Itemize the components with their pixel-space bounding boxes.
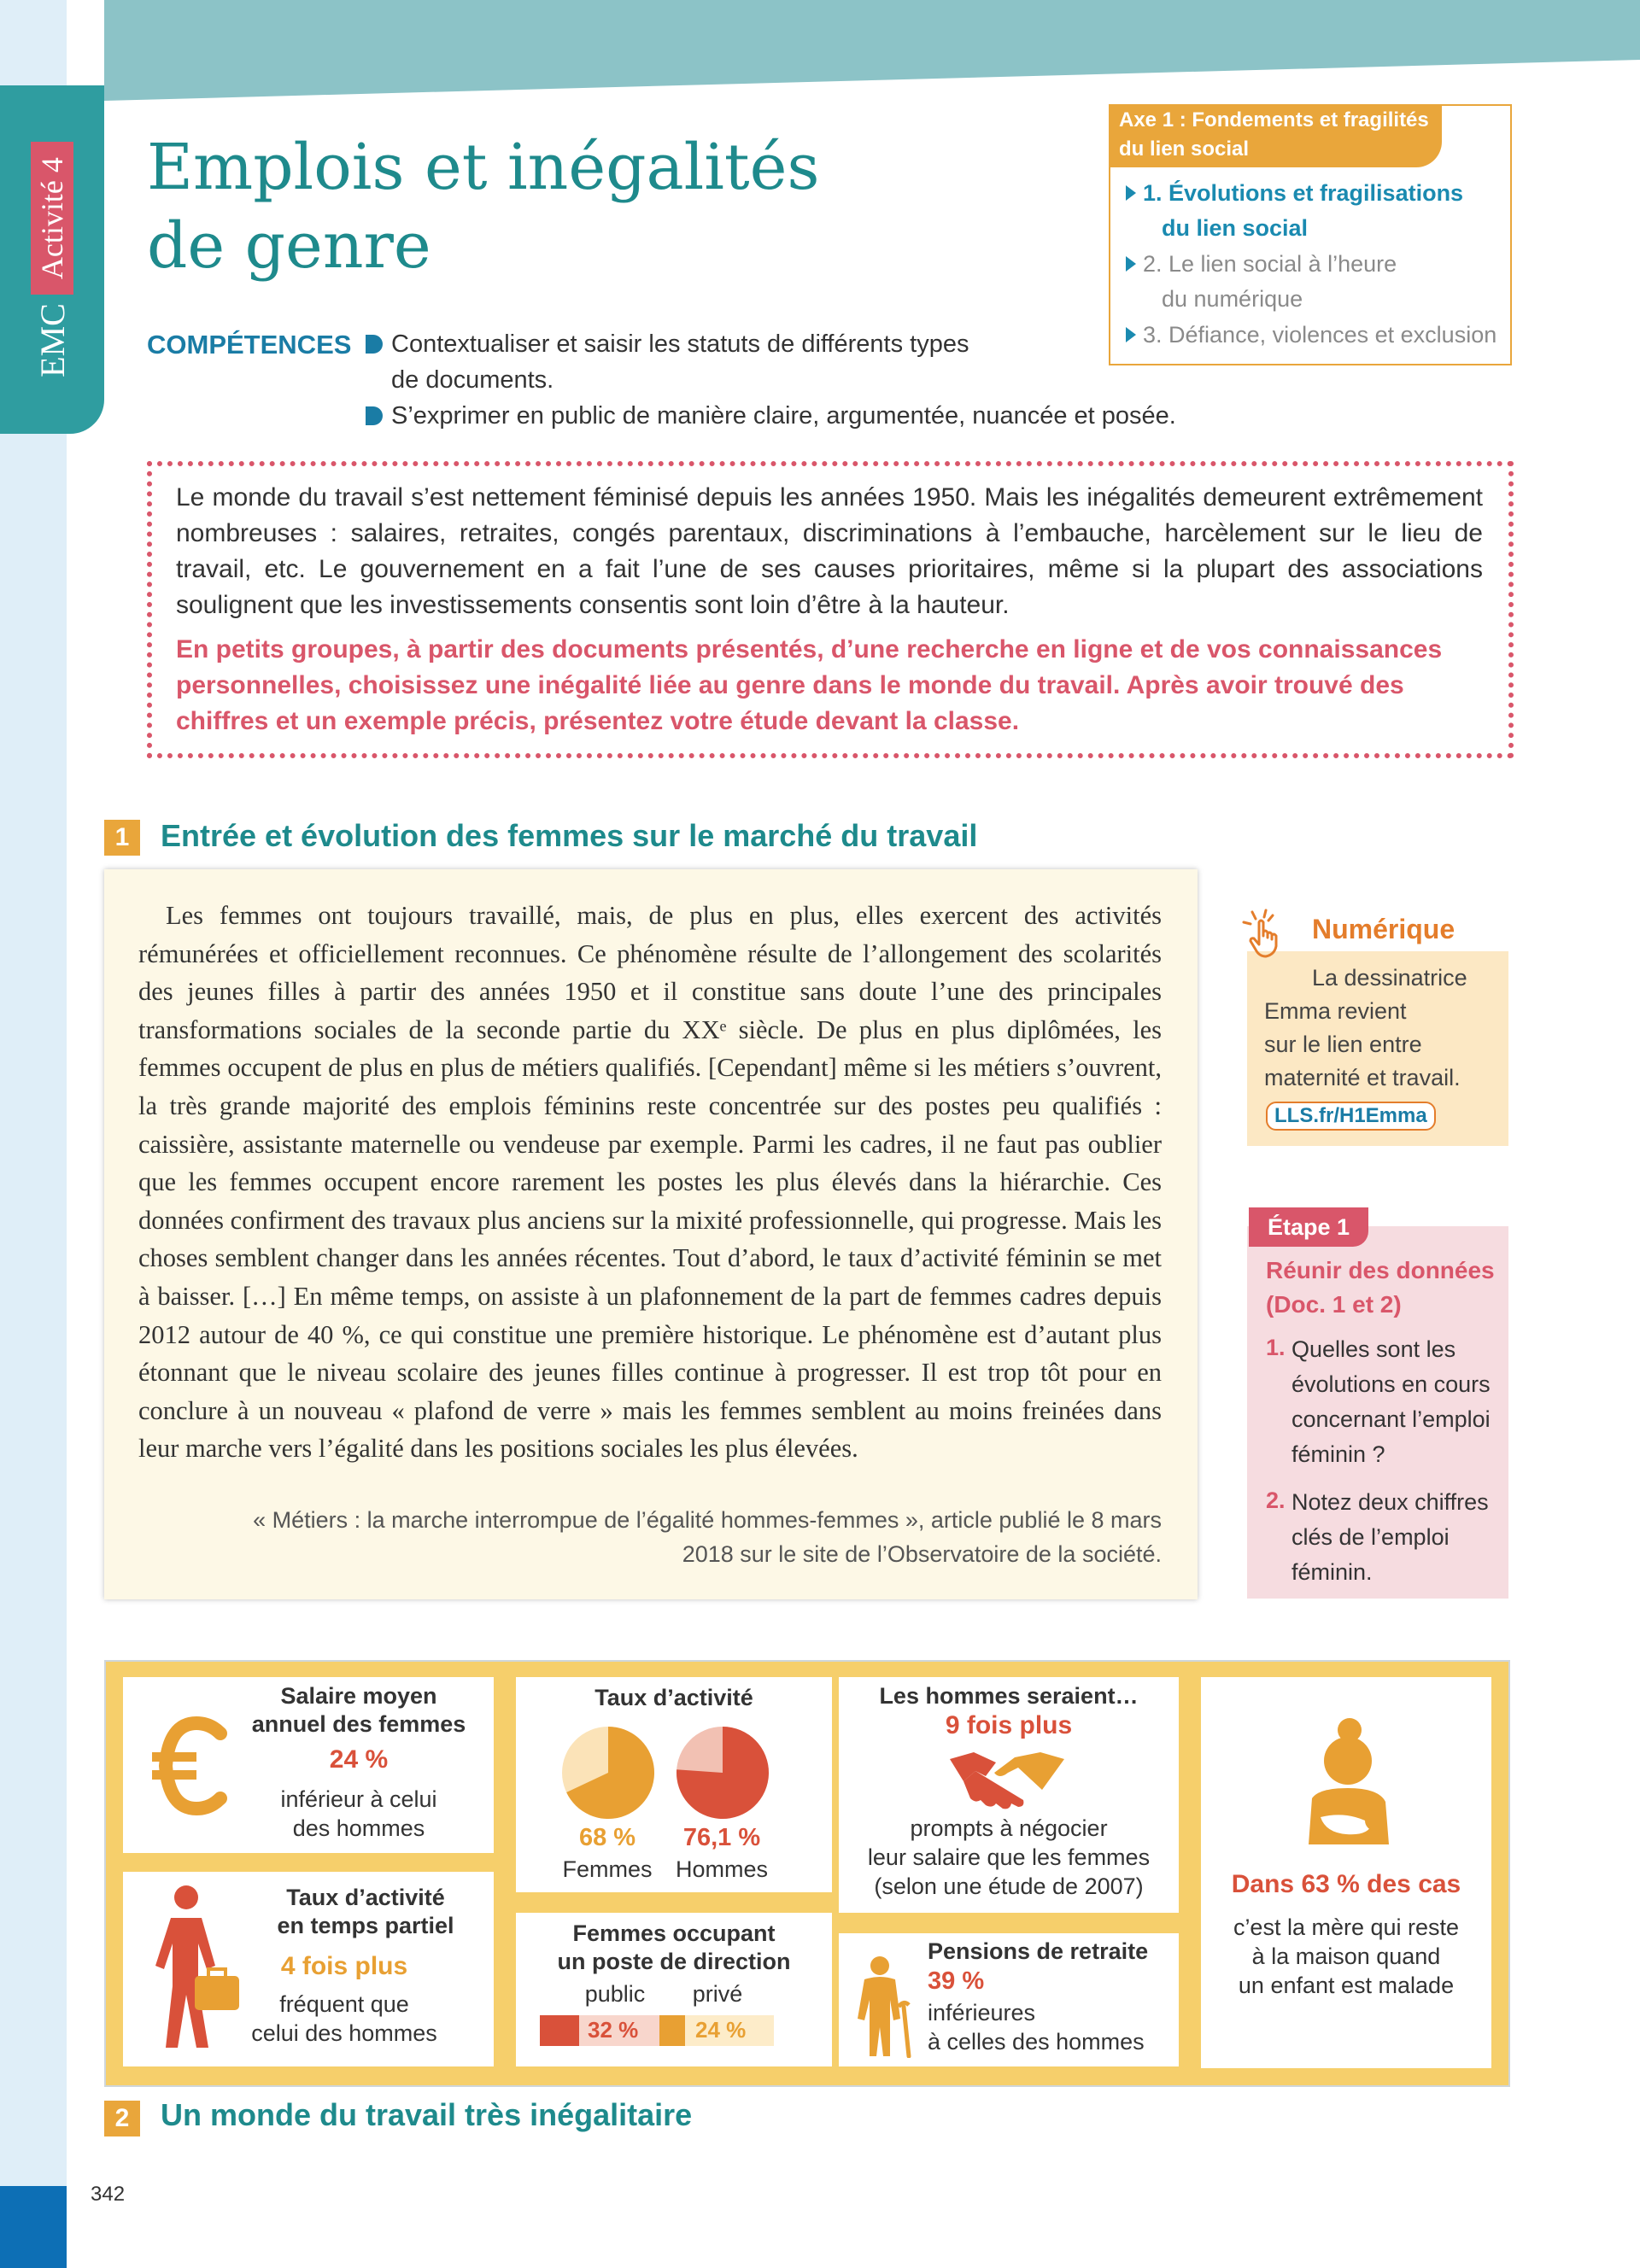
pensions-desc: inférieures à celles des hommes [928,2000,1145,2055]
numerique-text: La dessinatrice Emma revient sur le lien entre maternité et travail. [1264,965,1467,1090]
emc-label: EMC [32,303,72,377]
pensions-value: 39 % [928,1967,985,1995]
pointing-hand-icon [1240,907,1295,962]
axe-item-2[interactable]: 2. Le lien social à l’heure du numérique [1126,247,1502,317]
elderly-person-icon [852,1955,917,2058]
section-2-number: 2 [104,2101,140,2136]
axe-item-1[interactable]: 1. Évolutions et fragilisations du lien social [1126,176,1502,246]
salaire-desc: inférieur à celui des hommes [280,1786,437,1841]
handshake-icon [946,1747,1068,1812]
arrow-right-icon [1126,256,1136,272]
negocier-value: 9 fois plus [945,1711,1073,1739]
partiel-value: 4 fois plus [280,1952,408,1980]
direction-public-label: public [584,1981,646,2007]
negocier-title: Les hommes seraient… [879,1683,1139,1709]
article-text: Les femmes ont toujours travaillé, mais, de plus en plus, elles exercent des activités rémunérées et officiellement reconnues. Ce phénomène résulte de l’allongement des scolarités des jeunes filles à partir des années 1950 et il constitue sans doute l’une des principales transformations sociales de la seconde partie du XXᵉ siècle. De plus en plus diplômées, les femmes occupent de plus en plus de métiers qualifiés. [Cependant] même si les métiers s’ouvrent, la très grande majorité des emplois féminins reste concentrée sur des postes peu qualifiés : caissière, assistante maternelle ou vendeuse par exemple. Parmi les cadres, il ne faut pas oublier que les femmes occupent encore rarement les postes les plus élevés dans la hiérarchie. Ces données confirment des travaux plus anciens sur la mixité professionnelle, qui progresse. Mais les choses semblent changer dans les années récentes. Tout d’abord, le taux d’activité féminin se met à baisser. […] En même temps, on assiste à un plafonnement de la part de femmes cadres depuis 2012 autour de 40 %, ce qui constitue une première historique. Le phénomène est d’autant plus étonnant que le niveau scolaire des jeunes filles continue à progresser. Il est trop tôt pour en conclure à un nouveau « plafond de verre » mais les femmes semblent au moins freinées dans leur marche vers l’égalité dans les positions sociales les plus élevées. [138,901,1162,1464]
taux-femmes-label: Femmes [562,1856,653,1882]
pie-hommes [675,1725,770,1821]
left-bottom-block [0,2186,67,2268]
taux-hommes-value: 76,1 % [682,1824,761,1851]
question-2-text: Notez deux chiffres clés de l’emploi féminin. [1292,1489,1489,1585]
page-number: 342 [91,2183,126,2206]
numerique-link[interactable]: LLS.fr/H1Emma [1266,1102,1436,1131]
title-line-1: Emplois et inégalités [147,131,820,204]
salaire-value: 24 % [329,1745,389,1774]
taux-femmes-value: 68 % [578,1824,636,1851]
direction-prive-bar [659,2015,774,2046]
mother-child-icon [1300,1716,1396,1853]
malade-desc: c’est la mère qui reste à la maison quand un enfant est malade [1233,1914,1460,1998]
section-1-number: 1 [104,820,140,856]
emc-activity-label [22,89,82,430]
intro-text: Le monde du travail s’est nettement féminisé depuis les années 1950. Mais les inégalités demeurent extrêmement nombreuses : salaires, retraites, congés parentaux, discriminations à l’embauche, harcèlement sur le lieu de travail, etc. Le gouvernement en a fait l’une de ses causes prioritaires, même si la plupart des associations soulignent que les investissements consentis sont loin d’être à la hauteur. [176,483,1483,619]
taux-title: Taux d’activité [594,1685,753,1710]
direction-public-value: 32 % [588,2017,639,2043]
competence-item-1-cont: de documents. [391,366,554,394]
axe-heading: Axe 1 : Fondements et fragilités du lien social [1109,104,1442,167]
arrow-right-icon [1126,327,1136,342]
article-source: « Métiers : la marche interrompue de l’égalité hommes-femmes », article publié le 8 mars 2018 sur le site de l’Observatoire de la société. [253,1507,1162,1567]
competence-item-1: Contextualiser et saisir les statuts de différents types [366,326,1220,362]
direction-public-swatch [540,2015,579,2046]
taux-hommes-label: Hommes [675,1856,768,1882]
page-title [147,128,916,285]
competence-item-2: S’exprimer en public de manière claire, argumentée, nuancée et posée. [366,398,1220,434]
intro-task: En petits groupes, à partir des documents présentés, d’une recherche en ligne et de vos connaissances personnelles, choisissez une inégalité liée au genre dans le monde du travail. Après avoir trouvé des chiffres et un exemple précis, présentez votre étude devant la classe. [176,635,1443,735]
competences-label: COMPÉTENCES [147,330,352,359]
pie-femmes [560,1725,656,1821]
partiel-desc: fréquent que celui des hommes [251,1991,437,2046]
arrow-right-icon [1126,185,1136,201]
direction-public-bar [540,2015,659,2046]
activity-label: Activité 4 [31,142,73,295]
question-2-number: 2. [1266,1488,1286,1513]
partiel-title: Taux d’activité en temps partiel [277,1885,454,1938]
negocier-desc: prompts à négocier leur salaire que les femmes (selon une étude de 2007) [867,1815,1151,1899]
direction-title: Femmes occupant un poste de direction [557,1920,791,1974]
direction-prive-swatch [659,2015,685,2046]
euro-icon [150,1716,229,1815]
title-line-2: de genre [147,209,431,283]
axe-item-3[interactable]: 3. Défiance, violences et exclusion [1126,318,1502,353]
section-2-title: Un monde du travail très inégalitaire [161,2097,693,2132]
etape-tag: Étape 1 [1249,1207,1368,1247]
salaire-title: Salaire moyen annuel des femmes [251,1683,466,1737]
bullet-icon [366,335,383,354]
pensions-title: Pensions de retraite [928,1938,1149,1964]
question-1-text: Quelles sont les évolutions en cours concernant l’emploi féminin ? [1292,1336,1491,1467]
section-1-title: Entrée et évolution des femmes sur le marché du travail [161,818,978,853]
numerique-title: Numérique [1312,914,1456,944]
person-briefcase-icon [152,1884,241,2055]
malade-value: Dans 63 % des cas [1231,1870,1461,1898]
question-1-number: 1. [1266,1335,1286,1360]
bullet-icon [366,406,383,425]
direction-prive-value: 24 % [695,2017,747,2043]
etape-title: Réunir des données (Doc. 1 et 2) [1266,1257,1495,1318]
direction-prive-label: privé [692,1981,743,2007]
